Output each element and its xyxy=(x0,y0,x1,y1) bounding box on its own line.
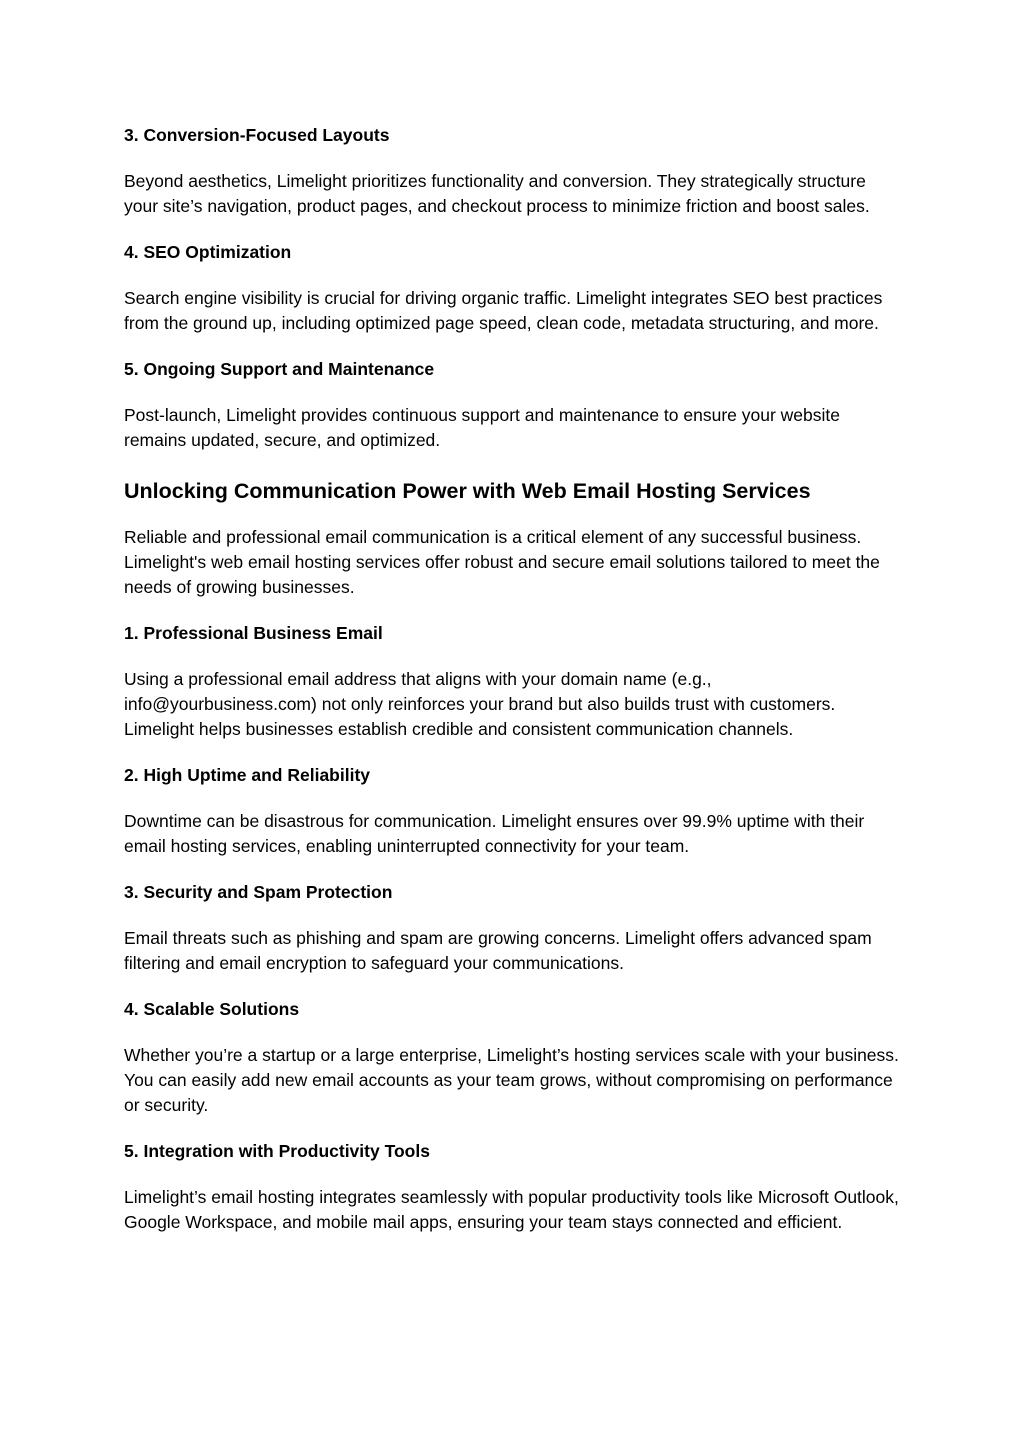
item-body-professional-email: Using a professional email address that aligns with your domain name (e.g., info@yourbusiness.com) not only reinforces your brand but also builds trust with customers. Limelight helps businesses establish credible and consistent communication channels. xyxy=(124,669,836,739)
item-heading-uptime-reliability: 2. High Uptime and Reliability xyxy=(124,765,371,785)
item-body-uptime-reliability: Downtime can be disastrous for communication. Limelight ensures over 99.9% uptime with their email hosting services, enabling uninterrupted connectivity for your team. xyxy=(124,811,865,856)
section-intro-email-hosting: Reliable and professional email communication is a critical element of any successful business. Limelight's web email hosting services offer robust and secure email solutions tailored to meet the needs of growing businesses. xyxy=(124,527,880,597)
item-body-seo-optimization: Search engine visibility is crucial for driving organic traffic. Limelight integrates SEO best practices from the ground up, including optimized page speed, clean code, metadata structuring, and more. xyxy=(124,288,883,333)
item-body-productivity-integration: Limelight’s email hosting integrates seamlessly with popular productivity tools like Microsoft Outlook, Google Workspace, and mobile mail apps, ensuring your team stays connected and efficient. xyxy=(124,1187,899,1232)
item-heading-security-spam: 3. Security and Spam Protection xyxy=(124,882,393,902)
item-body-scalable-solutions: Whether you’re a startup or a large enterprise, Limelight’s hosting services scale with your business. You can easily add new email accounts as your team grows, without compromising on performance or security. xyxy=(124,1045,899,1115)
item-heading-professional-email: 1. Professional Business Email xyxy=(124,623,383,643)
item-body-security-spam: Email threats such as phishing and spam are growing concerns. Limelight offers advanced spam filtering and email encryption to safeguard your communications. xyxy=(124,928,872,973)
item-heading-ongoing-support: 5. Ongoing Support and Maintenance xyxy=(124,359,435,379)
item-body-ongoing-support: Post-launch, Limelight provides continuous support and maintenance to ensure your website remains updated, secure, and optimized. xyxy=(124,405,840,450)
section-title-email-hosting: Unlocking Communication Power with Web Email Hosting Services xyxy=(124,479,811,503)
item-body-conversion-layouts: Beyond aesthetics, Limelight prioritizes functionality and conversion. They strategically structure your site’s navigation, product pages, and checkout process to minimize friction and boost sales. xyxy=(124,171,870,216)
item-heading-seo-optimization: 4. SEO Optimization xyxy=(124,242,292,262)
item-heading-conversion-layouts: 3. Conversion-Focused Layouts xyxy=(124,125,390,145)
item-heading-scalable-solutions: 4. Scalable Solutions xyxy=(124,999,300,1019)
item-heading-productivity-integration: 5. Integration with Productivity Tools xyxy=(124,1141,430,1161)
